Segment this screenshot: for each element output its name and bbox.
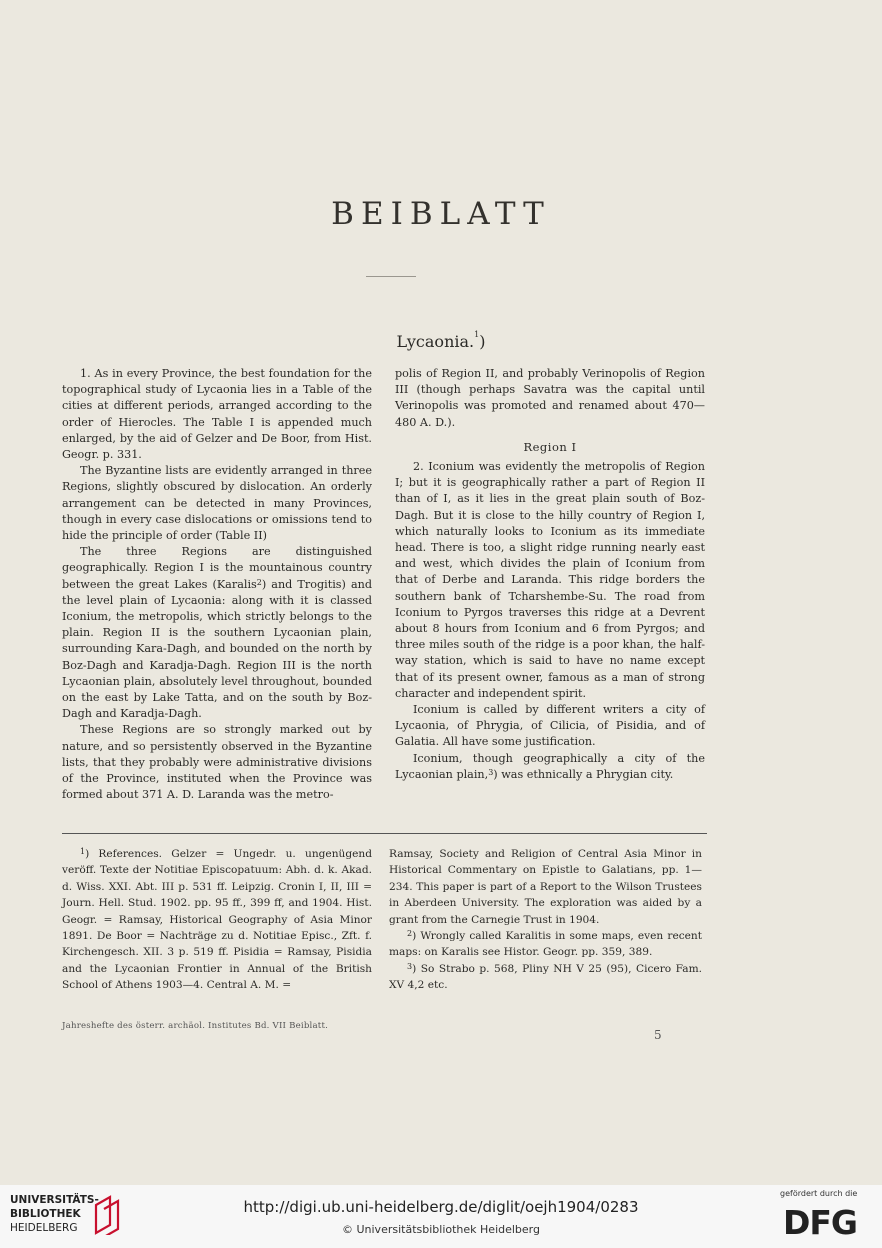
paragraph: 1. As in every Province, the best foundation for the topographical study of Lycaonia lies in a Table of the cities at different periods, arranged according to the order of Hierocles. The Table I is appended much enlarged, by the aid of Gelzer and De Boor, from Hist. Geogr. p. 331. [62, 367, 372, 462]
paragraph-text: Iconium, though geographically a city of the Lycaonian plain, [395, 751, 705, 781]
logo-line: UNIVERSITÄTS- [10, 1194, 99, 1206]
paragraph: Iconium is called by different writers a city of Lycaonia, of Phrygia, of Cilicia, of Pisidia, and of Galatia. All have some justification. [395, 703, 705, 749]
footnote-text: ) So Strabo p. 568, Pliny NH V 25 (95), Cicero Fam. XV 4,2 etc. [389, 962, 702, 992]
footnote [389, 961, 702, 994]
copyright-notice: © Universitätsbibliothek Heidelberg [341, 1223, 540, 1236]
column-left [62, 366, 372, 803]
logo-line: HEIDELBERG [10, 1222, 78, 1234]
journal-line: Jahreshefte des österr. archäol. Institutes Bd. VII Beiblatt. [62, 1021, 329, 1031]
paragraph: The Byzantine lists are evidently arranged in three Regions, slightly obscured by dislocation. An orderly arrangement can be detected in many Provinces, though in every case dislocations or omissions tend to hide the principle of order (Table II) [62, 464, 372, 543]
footnotes-left [62, 846, 372, 994]
heading-note-mark: 1 [474, 330, 480, 339]
paragraph: polis of Region II, and probably Verinopolis of Region III (though perhaps Savatra was the capital until Verinopolis was promoted and renamed about 470—480 A. D.). [395, 367, 705, 429]
funding-note: gefördert durch die [780, 1189, 858, 1198]
logo-line: BIBLIOTHEK [10, 1208, 81, 1220]
paragraph-text: ) was ethnically a Phrygian city. [493, 767, 674, 781]
footnote-divider [62, 833, 707, 834]
footnote-ref: 2 [256, 577, 262, 587]
paragraph: These Regions are so strongly marked out by nature, and so persistently observed in the Byzantine lists, that they probably were administrative divisions of the Province, instituted when the Province was formed about 371 A. D. Laranda was the metro- [62, 723, 372, 802]
permalink-url[interactable]: http://digi.ub.uni-heidelberg.de/diglit/oejh1904/0283 [243, 1198, 639, 1216]
footnote-ref: 3 [488, 767, 494, 777]
title-divider [366, 276, 416, 277]
footnote-text: ) Wrongly called Karalitis in some maps, even recent maps: on Karalis see Histor. Geogr. pp. 359, 389. [389, 930, 702, 959]
viewer-footer [0, 1185, 882, 1248]
paragraph-text: ) and Trogitis) and the level plain of Lycaonia: along with it is classed Iconium, the metropolis, which strictly belongs to the plain. Region II is the southern Lycaonian plain, surrounding Kara-Dagh, and bounded on the north by Boz-Dagh and Karadja-Dagh. Region III is the north Lycaonian plain, absolutely level throughout, bounded on the east by Lake Tatta, and on the south by Boz-Dagh and Karadja-Dagh. [62, 577, 372, 721]
footnote-mark: 1 [80, 847, 86, 856]
footnotes-right [389, 846, 702, 994]
footnote-continued: Ramsay, Society and Religion of Central Asia Minor in Historical Commentary on Epistle to Galatians, pp. 1—234. This paper is part of a Report to the Wilson Trustees in Aberdeen University. The exploration was aided by a grant from the Carnegie Trust in 1904. [389, 848, 702, 926]
footnote-text: ) References. Gelzer = Ungedr. u. ungenügend veröff. Texte der Notitiae Episcopatuum: Abh. d. k. Akad. d. Wiss. XXI. Abt. III p. 531 ff. Leipzig. Cronin I, II, III = Journ. Hell. Stud. 1902. pp. 95 ff., 399 ff, and 1904. Hist. Geogr. = Ramsay, Historical Geography of Asia Minor 1891. De Boor = Nachträge zu d. Notitiae Episc., Zft. f. Kirchengesch. XII. 3 p. 519 ff. Pisidia = Ramsay, Pisidia and the Lycaonian Frontier in Annual of the British School of Athens 1903—4. Central A. M. = [62, 848, 372, 992]
column-right [395, 366, 705, 783]
heading-text: Lycaonia. [396, 332, 475, 351]
footnote-mark: 3 [407, 961, 413, 971]
section-heading: Region I [523, 439, 577, 454]
paragraph: 2. Iconium was evidently the metropolis of Region I; but it is geographically rather a part of Region II than of I, as it lies in the great plain south of Boz-Dagh. But it is close to the hilly country of Region I, which naturally looks to Iconium as its immediate head. There is too, a slight ridge running nearly east and west, which divides the plain of Iconium from that of Derbe and Laranda. This ridge borders the southern bank of Tcharshembe-Su. The road from Iconium to Pyrgos traverses this ridge at a Devrent about 8 hours from Iconium and 6 from Pyrgos; and three miles south of the ridge is a poor khan, the half-way station, which is said to have no name except that of its present owner, famous as a man of strong character and independent spirit. [395, 460, 705, 700]
paragraph [62, 544, 372, 722]
footnote-mark: 2 [407, 929, 413, 939]
page-title: BEIBLATT [331, 196, 551, 232]
footnote [62, 846, 372, 994]
article-heading: Lycaonia.$^1$) [396, 330, 486, 351]
footnote [389, 928, 702, 961]
paragraph-text: The three Regions are distinguished geographically. Region I is the mountainous country between the great Lakes (Karalis [62, 545, 372, 591]
paragraph [395, 751, 705, 783]
dfg-logo[interactable]: DFG [783, 1203, 858, 1242]
page-number: 5 [654, 1028, 662, 1042]
